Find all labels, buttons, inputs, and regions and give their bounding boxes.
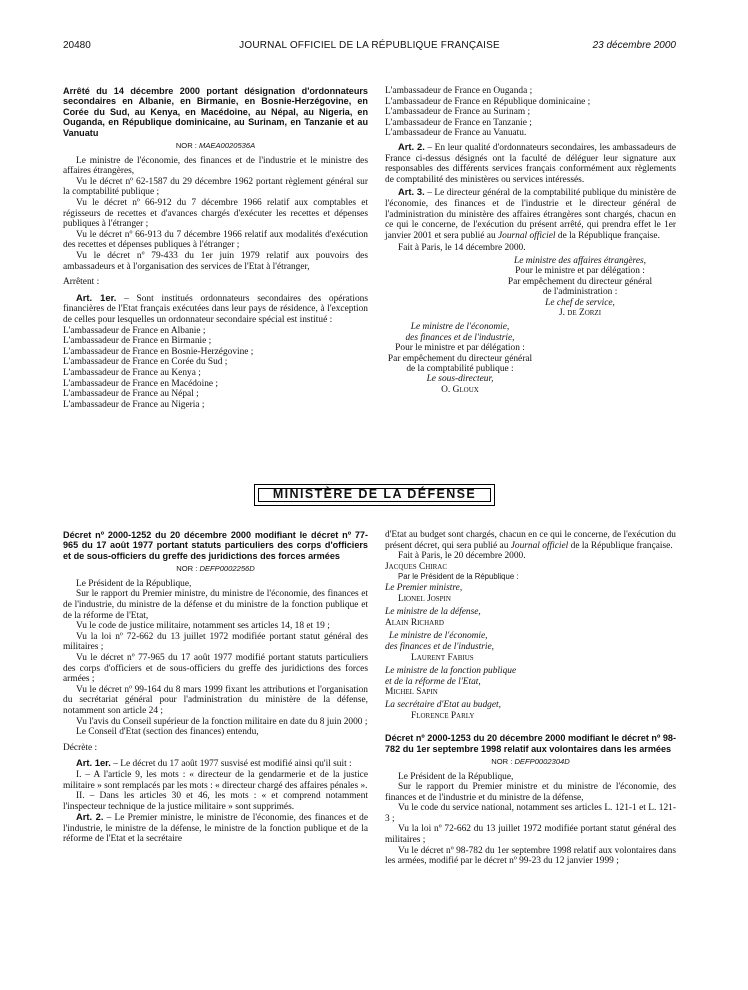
decret1-defense-name: Alain Richard (385, 617, 444, 628)
decret1-title: Décret nº 2000-1252 du 20 décembre 2000 modifiant le décret nº 77-965 du 17 août 1977 portant statuts particuliers des corps d'officiers et de sous-officiers du greffe des juridictions des forces armées (63, 530, 368, 561)
decret1-item-II: II. – Dans les articles 30 et 46, les mots : « et comprend notamment l'inspecteur technique de la justice militaire » sont supprimés. (63, 791, 368, 812)
signature-line: Le sous-directeur, (426, 374, 494, 385)
signature-line: Le chef de service, (545, 297, 615, 308)
issue-date: 23 décembre 2000 (592, 40, 676, 51)
decret1-article-2: Art. 2. – Le Premier ministre, le ministre de l'économie, des finances et de l'industrie, le ministre de la défense, le ministre de la fonction publique et de la réforme de l'Etat et la secrétaire (63, 811, 368, 845)
arrete-article-3: Art. 3. – Le directeur général de la comptabilité publique du ministère de l'économie, des finances et de l'industrie et le directeur général de l'administration du ministère des affaires étrangères sont chargés, chacun en ce qui le concerne, de l'exécution du présent arrêté, qui prendra effet le 1er janvier 2001 et sera publié au Journal officiel de la République française. (385, 186, 676, 241)
ambassador-item: L'ambassadeur de France au Surinam ; (385, 107, 531, 118)
signature-line: Le ministre de l'économie, (410, 322, 510, 333)
ambassador-item: L'ambassadeur de France au Nigeria ; (63, 399, 205, 410)
decret1-budget-name: Florence Parly (411, 710, 475, 721)
decret1-article-1: Art. 1er. – Le décret du 17 août 1977 susvisé est modifié ainsi qu'il suit : (76, 757, 352, 770)
arrete-paragraph: Vu le décret nº 79-433 du 1er juin 1979 relatif aux pouvoirs des ambassadeurs et à l'organisation des services de l'Etat à l'étranger, (63, 250, 368, 272)
decret1-decrete: Décrète : (63, 742, 98, 753)
decret1-budget-title: La secrétaire d'Etat au budget, (385, 699, 501, 710)
arrete-article-2: Art. 2. – En leur qualité d'ordonnateurs secondaires, les ambassadeurs de France ci-dessus désignés ont la faculté de déléguer leur signature aux responsables des différents services français conformément aux règlements de comptabilité des ministères ou services intéressés. (385, 140, 676, 185)
decret1-paragraph: Vu le code de justice militaire, notamment ses articles 14, 18 et 19 ; (76, 621, 330, 632)
decret1-paragraph: Vu la loi nº 72-662 du 13 juillet 1972 modifiée portant statut général des militaires ; (63, 631, 368, 653)
decret1-paragraph: Le Président de la République, (76, 578, 192, 589)
decret2-title: Décret nº 2000-1253 du 20 décembre 2000 modifiant le décret nº 98-782 du 1er septembre 1998 relatif aux volontaires dans les armées (385, 733, 676, 754)
ambassador-item: L'ambassadeur de France au Kenya ; (63, 367, 201, 378)
arrete-paragraph: Vu le décret nº 66-913 du 7 décembre 1966 relatif aux modalités d'exécution des recettes et dépenses publiques à l'étranger ; (63, 229, 368, 251)
decret1-fp-title-2: et de la réforme de l'Etat, (385, 676, 481, 687)
ambassador-item: L'ambassadeur de France en Macédoine ; (63, 378, 219, 389)
arrete-article-1: Art. 1er. – Sont institués ordonnateurs secondaires des opérations financières de l'Etat français exécutées dans leur pays de résidence, à l'exception de celles pour lesquelles un ordonnateur secondaire spécial est institué : (63, 291, 368, 325)
decret2-paragraph: Le Président de la République, (398, 771, 514, 782)
arrete-title: Arrêté du 14 décembre 2000 portant désignation d'ordonnateurs secondaires en Albanie, en Birmanie, en Bosnie-Herzégovine, en Corée du Sud, au Kenya, en Macédoine, au Népal, au Nigeria, en Ouganda, en République dominicaine, au Surinam, en Tanzanie et au Vanuatu (63, 86, 368, 138)
decret1-continuation: d'Etat au budget sont chargés, chacun en ce qui le concerne, de l'exécution du présent décret, qui sera publié au Journal officiel de la République française. (385, 530, 676, 551)
arrete-arretent: Arrêtent : (63, 277, 100, 288)
decret2-nor-code: DEFP0002304D (514, 756, 570, 766)
decret1-paragraph: Vu l'avis du Conseil supérieur de la fonction militaire en date du 8 juin 2000 ; (76, 716, 368, 727)
decret1-paragraph: Vu le décret nº 99-164 du 8 mars 1999 fixant les attributions et l'organisation du secrétariat général pour l'administration du ministère de la défense, notamment son article 24 ; (63, 684, 368, 716)
ambassador-item: L'ambassadeur de France en Tanzanie ; (385, 117, 532, 128)
ambassador-item: L'ambassadeur de France en Albanie ; (63, 325, 206, 336)
signature-economie (375, 322, 545, 395)
page-header (63, 40, 676, 54)
decret1-defense-title: Le ministre de la défense, (385, 607, 481, 618)
decret1-economie-title-1: Le ministre de l'économie, (389, 631, 488, 642)
decret1-economie-title-2: des finances et de l'industrie, (385, 641, 495, 652)
ambassador-item: L'ambassadeur de France en Ouganda ; (385, 86, 533, 96)
section-banner-defense: MINISTÈRE DE LA DÉFENSE (254, 484, 495, 506)
signature-line: Le ministre des affaires étrangères, (513, 255, 647, 266)
arrete-fait: Fait à Paris, le 14 décembre 2000. (398, 243, 526, 254)
ambassador-item: L'ambassadeur de France en Bosnie-Herzégovine ; (63, 346, 254, 357)
ambassador-item: L'ambassadeur de France en Corée du Sud ; (63, 357, 228, 368)
decret1-item-I: I. – A l'article 9, les mots : « directeur de la gendarmerie et de la justice militaire » sont remplacés par les mots : « directeur chargé des affaires pénales ». (63, 769, 368, 791)
signature-line: O. Gloux (441, 384, 479, 395)
decret2-paragraph: Vu le code du service national, notamment ses articles L. 121-1 et L. 121-3 ; (385, 803, 676, 824)
decret1-pm-name: Lionel Jospin (398, 593, 451, 604)
decret1-paragraph: Le Conseil d'Etat (section des finances) entendu, (76, 727, 259, 738)
decret1-paragraph: Sur le rapport du Premier ministre, du ministre de l'économie, des finances et de l'industrie, du ministre de la défense et du ministre de la fonction publique et de la réforme de l'Etat, (63, 589, 368, 621)
signature-line: Par empêchement du directeur général (387, 353, 533, 364)
decret1-left-column (63, 530, 368, 845)
ambassador-list-right (385, 86, 676, 139)
decret1-paragraph: Vu le décret nº 77-965 du 17 août 1977 modifié portant statuts particuliers des corps d'officiers et de sous-officiers du greffe des juridictions des forces armées ; (63, 652, 368, 685)
decret2-paragraph: Sur le rapport du Premier ministre et du ministre de l'économie, des finances et de l'industrie et du ministre de la défense, (385, 782, 676, 803)
signature-affaires-etrangeres (495, 256, 665, 318)
ambassador-item: L'ambassadeur de France au Népal ; (63, 389, 199, 400)
signature-line: J. de Zorzi (558, 307, 602, 318)
arrete-paragraph: Vu le décret nº 66-912 du 7 décembre 1966 relatif aux comptables et régisseurs de recettes et d'avances chargés d'exécuter les recettes et dépenses publiques à l'étranger ; (63, 198, 368, 230)
decret1-nor-code: DEFP0002256D (199, 564, 255, 574)
ambassador-list-left (63, 326, 368, 411)
arrete-paragraph: Vu le décret nº 62-1587 du 29 décembre 1962 portant règlement général sur la comptabilité publique ; (63, 176, 368, 198)
decret2-nor: NOR : DEFP0002304D (491, 756, 570, 766)
decret2-paragraph: Vu la loi nº 72-662 du 13 juillet 1972 modifiée portant statut général des militaires ; (385, 824, 676, 846)
decret1-par-le-president: Par le Président de la République : (398, 572, 519, 582)
decret1-nor: NOR : DEFP0002256D (176, 564, 255, 574)
arrete-nor: NOR : MAEA0020536A (175, 141, 256, 151)
page-number: 20480 (63, 40, 91, 51)
ambassador-item: L'ambassadeur de France au Vanuatu. (385, 128, 527, 139)
signature-line: Pour le ministre et par délégation : (395, 343, 525, 354)
decret1-fait: Fait à Paris, le 20 décembre 2000. (398, 551, 526, 562)
ambassador-item: L'ambassadeur de France en Birmanie ; (63, 336, 212, 347)
signature-line: de la comptabilité publique : (406, 363, 514, 374)
decret1-pm-title: Le Premier ministre, (385, 582, 463, 593)
decret1-president-signature: Jacques Chirac (385, 561, 448, 572)
arrete-right-column (385, 86, 676, 395)
decret1-fp-name: Michel Sapin (385, 687, 438, 698)
signature-line: des finances et de l'industrie, (405, 332, 515, 343)
signature-line: Par empêchement du directeur général (507, 276, 653, 287)
arrete-left-column (63, 86, 368, 410)
decret1-economie-name: Laurent Fabius (411, 652, 474, 663)
signature-line: Pour le ministre et par délégation : (515, 266, 645, 277)
decret1-right-column (385, 530, 676, 867)
journal-title: JOURNAL OFFICIEL DE LA RÉPUBLIQUE FRANÇAISE (239, 40, 500, 51)
arrete-paragraph: Le ministre de l'économie, des finances et de l'industrie et le ministre des affaires étrangères, (63, 155, 368, 177)
decret2-paragraph: Vu le décret nº 98-782 du 1er septembre 1998 relatif aux volontaires dans les armées, modifié par le décret nº 99-23 du 12 janvier 1999 ; (385, 845, 676, 867)
signature-line: de l'administration : (542, 287, 618, 298)
arrete-nor-code: MAEA0020536A (199, 141, 256, 151)
ambassador-item: L'ambassadeur de France en République dominicaine ; (385, 96, 591, 107)
decret1-fp-title-1: Le ministre de la fonction publique (385, 666, 517, 677)
